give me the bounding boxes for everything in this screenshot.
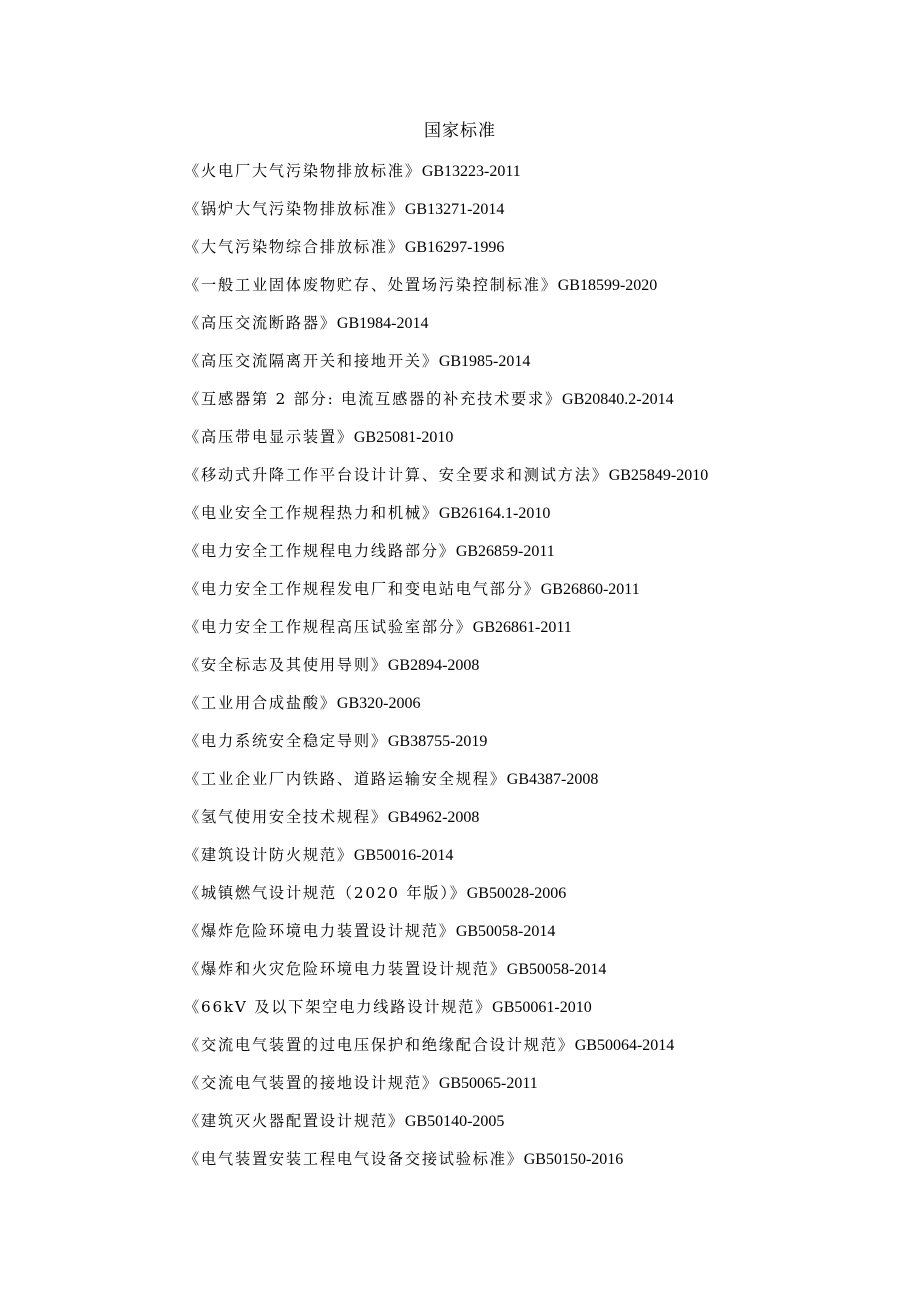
- standard-name: 《大气污染物综合排放标准》: [184, 238, 405, 256]
- list-item: [184, 615, 884, 653]
- standard-code: GB1984-2014: [336, 315, 429, 332]
- standard-code: GB16297-1996: [404, 239, 505, 256]
- standard-code: GB50016-2014: [353, 847, 454, 864]
- list-item: [184, 919, 884, 957]
- list-item: [184, 349, 884, 387]
- standard-name: 《高压带电显示装置》: [184, 428, 354, 446]
- standard-name: 《电业安全工作规程热力和机械》: [184, 504, 439, 522]
- standard-name: 《爆炸和火灾危险环境电力装置设计规范》: [184, 960, 507, 978]
- standard-code: GB50028-2006: [466, 885, 567, 902]
- standard-code: GB18599-2020: [557, 277, 658, 294]
- standard-code: GB38755-2019: [387, 733, 488, 750]
- list-item: [184, 425, 884, 463]
- standard-code: GB50065-2011: [438, 1075, 538, 1092]
- standard-code: GB26861-2011: [472, 619, 572, 636]
- standard-name: 《一般工业固体废物贮存、处置场污染控制标准》: [184, 276, 558, 294]
- standard-name: 《交流电气装置的接地设计规范》: [184, 1074, 439, 1092]
- standard-code: GB50061-2010: [492, 999, 592, 1016]
- standard-name: 《建筑设计防火规范》: [184, 846, 354, 864]
- standard-code: GB50140-2005: [404, 1113, 505, 1130]
- list-item: [184, 957, 884, 995]
- standard-name: 《工业用合成盐酸》: [184, 694, 337, 712]
- list-item: [184, 539, 884, 577]
- list-item: [184, 1109, 884, 1147]
- standard-name: 《交流电气装置的过电压保护和绝缘配合设计规范》: [184, 1036, 575, 1054]
- standard-code: GB4962-2008: [387, 809, 480, 826]
- standard-code: GB26164.1-2010: [438, 505, 551, 522]
- standard-name: 《互感器第 2 部分: 电流互感器的补充技术要求》: [184, 390, 563, 408]
- standard-code: GB2894-2008: [387, 657, 480, 674]
- list-item: [184, 577, 884, 615]
- standard-code: GB13271-2014: [404, 201, 505, 218]
- standard-code: GB50064-2014: [574, 1037, 675, 1054]
- list-item: [184, 273, 884, 311]
- list-item: [184, 197, 884, 235]
- standard-code: GB4387-2008: [506, 771, 599, 788]
- standard-name: 《爆炸危险环境电力装置设计规范》: [184, 922, 456, 940]
- standard-code: GB320-2006: [336, 695, 421, 712]
- standard-code: GB25849-2010: [608, 467, 709, 484]
- list-item: [184, 881, 884, 919]
- list-item: [184, 159, 884, 197]
- list-item: [184, 387, 884, 425]
- list-item: [184, 767, 884, 805]
- standard-code: GB26859-2011: [455, 543, 555, 560]
- standard-code: GB50150-2016: [523, 1151, 624, 1168]
- standard-name: 《高压交流隔离开关和接地开关》: [184, 352, 439, 370]
- standard-code: GB50058-2014: [455, 923, 556, 940]
- standard-name: 《66kV 及以下架空电力线路设计规范》: [184, 998, 493, 1016]
- list-item: [184, 805, 884, 843]
- standard-code: GB26860-2011: [540, 581, 640, 598]
- standard-code: GB50058-2014: [506, 961, 607, 978]
- list-item: [184, 653, 884, 691]
- standard-name: 《高压交流断路器》: [184, 314, 337, 332]
- standard-code: GB20840.2-2014: [562, 391, 674, 408]
- standard-name: 《氢气使用安全技术规程》: [184, 808, 388, 826]
- list-item: [184, 843, 884, 881]
- standard-name: 《电力系统安全稳定导则》: [184, 732, 388, 750]
- standard-name: 《电气装置安装工程电气设备交接试验标准》: [184, 1150, 524, 1168]
- standard-name: 《锅炉大气污染物排放标准》: [184, 200, 405, 218]
- list-item: [184, 311, 884, 349]
- list-item: [184, 995, 884, 1033]
- page-title: 国家标准: [424, 121, 496, 141]
- standard-name: 《电力安全工作规程电力线路部分》: [184, 542, 456, 560]
- list-item: [184, 1033, 884, 1071]
- standard-name: 《安全标志及其使用导则》: [184, 656, 388, 674]
- standard-code: GB13223-2011: [421, 163, 521, 180]
- standard-name: 《电力安全工作规程发电厂和变电站电气部分》: [184, 580, 541, 598]
- standard-name: 《工业企业厂内铁路、道路运输安全规程》: [184, 770, 507, 788]
- standard-code: GB1985-2014: [438, 353, 531, 370]
- standard-code: GB25081-2010: [353, 429, 454, 446]
- list-item: [184, 691, 884, 729]
- list-item: [184, 235, 884, 273]
- standard-name: 《电力安全工作规程高压试验室部分》: [184, 618, 473, 636]
- list-item: [184, 1147, 884, 1185]
- standard-name: 《城镇燃气设计规范（2020 年版）》: [184, 884, 467, 902]
- list-item: [184, 1071, 884, 1109]
- standard-name: 《建筑灭火器配置设计规范》: [184, 1112, 405, 1130]
- list-item: [184, 729, 884, 767]
- standards-list: [184, 159, 884, 1185]
- list-item: [184, 501, 884, 539]
- standard-name: 《火电厂大气污染物排放标准》: [184, 162, 422, 180]
- list-item: [184, 463, 884, 501]
- standard-name: 《移动式升降工作平台设计计算、安全要求和测试方法》: [184, 466, 609, 484]
